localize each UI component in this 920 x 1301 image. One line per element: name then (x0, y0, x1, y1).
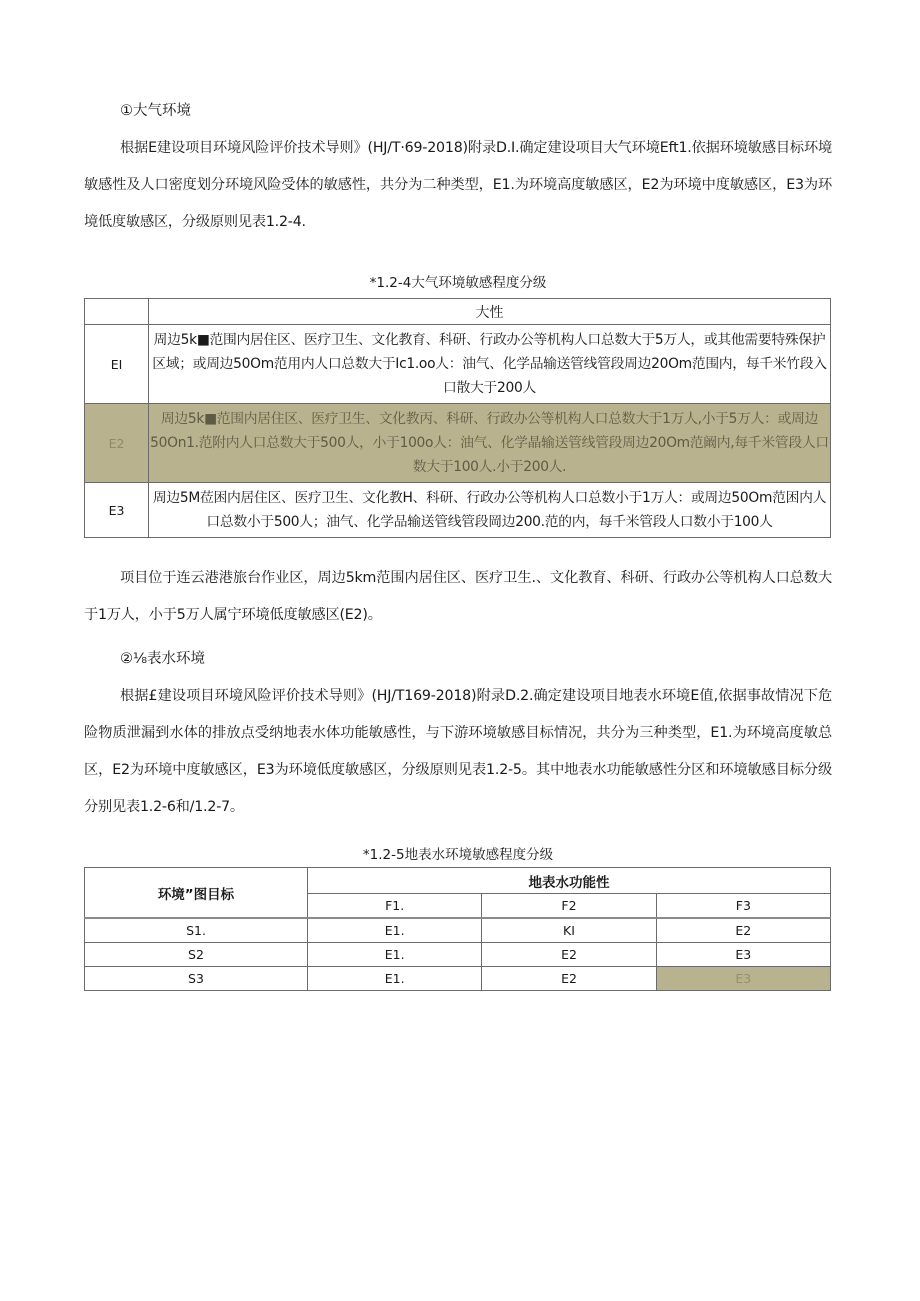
table-caption-air: *1.2-4大气环境敏感程度分级 (369, 275, 547, 291)
table-cell: E3 (656, 943, 830, 967)
table-row-highlighted (85, 404, 831, 483)
air-sensitivity-table (84, 298, 831, 538)
table-row (85, 918, 831, 943)
section-heading-air: ①大气环境 (120, 103, 191, 119)
column-header-f3: F3 (656, 894, 830, 919)
header-cell: 大性 (149, 299, 831, 325)
header-blank-cell (85, 299, 149, 325)
sensitivity-description: 周边5k■范围内居住区、医疗卫生、文化教育、科研、行政办公等机构人口总数大于5万人，或其他需要特殊保护区域；或周边50Om范用内人口总数大于Ic1.oo人：油气、化学品输送管线管段周边20Om范围内，每千米竹段入口散大于200人 (149, 325, 831, 404)
sensitivity-code: EI (85, 325, 149, 404)
table-row (85, 483, 831, 538)
paragraph-air-conclusion: 项目位于连云港港旅台作业区，周边5km范围内居住区、医疗卫生.、文化教育、科研、行政办公等机构人口总数大于1万人，小于5万人属宁环境低度敏感区(E2)。 (84, 570, 832, 623)
row-header-cell: 环境”图目标 (85, 868, 308, 919)
table-cell: E2 (482, 967, 656, 991)
table-cell: E1. (308, 967, 482, 991)
sensitivity-description: 周边5M莅困内居住区、医疗卫生、文化教H、科研、行政办公等机构人口总数小于1万人：或周边50Om范困内人口总数小于500人；油气、化学品输送管线管段岡边200.范的内，每千米管段人口数小于100人 (149, 483, 831, 538)
table-row (85, 943, 831, 967)
group-header-cell: 地表水功能性 (308, 868, 831, 894)
table-cell: E2 (656, 918, 830, 943)
row-label: S3 (85, 967, 308, 991)
sensitivity-code: E3 (85, 483, 149, 538)
table-cell: E1. (308, 918, 482, 943)
table-header-row (85, 299, 831, 325)
column-header-f2: F2 (482, 894, 656, 919)
sensitivity-description: 周边5k■范围内居住区、医疗卫生、文化教丙、科研、行政办公等机构人口总数大于1万人,小于5万人：或周边50On1.范附内人口总数大于500人，小于100o人：油气、化学晶输送管线管段周边20Om范阚内,每千米管段人口数大于100人.小于200人. (149, 404, 831, 483)
table-header-row (85, 868, 831, 894)
table-row (85, 967, 831, 991)
row-label: S1. (85, 918, 308, 943)
table-cell: E2 (482, 943, 656, 967)
table-row (85, 325, 831, 404)
table-cell: E1. (308, 943, 482, 967)
row-label: S2 (85, 943, 308, 967)
surface-water-sensitivity-table (84, 867, 831, 991)
section-heading-surface-water: ②⅛表水环境 (120, 651, 206, 667)
paragraph-surface-water-intro: 根据£建设项目环境风险评价技术导则》(HJ/T169-2018)附录D.2.确定建设项目地表水环境E值,依据事故情况下危险物质泄漏到水体的排放点受纳地表水体功能敏感性，与下游环境敏感目标情况，共分为三种类型，E1.为环境高度敏总区，E2为环境中度敏感区，E3为环境低度敏感区，分级原则见表1.2-5。其中地表水功能敏感性分区和环境敏感目标分级分别见表1.2-6和/1.2-7。 (84, 688, 832, 815)
table-cell-highlighted: E3 (656, 967, 830, 991)
column-header-f1: F1. (308, 894, 482, 919)
table-caption-surface-water: *1.2-5地表水环境敏感程度分级 (362, 847, 554, 863)
sensitivity-code: E2 (85, 404, 149, 483)
table-cell: KI (482, 918, 656, 943)
paragraph-air-intro: 根据E建设项目环境风险评价技术导则》(HJ/T·69-2018)附录D.I.确定建设项目大气环境Eft1.依据环境敏感目标环境敏感性及人口密度划分环境风险受体的敏感性，共分为二种类型，E1.为环境高度敏感区，E2为环境中度敏感区，E3为环境低度敏感区，分级原则见表1.2-4. (84, 140, 832, 230)
